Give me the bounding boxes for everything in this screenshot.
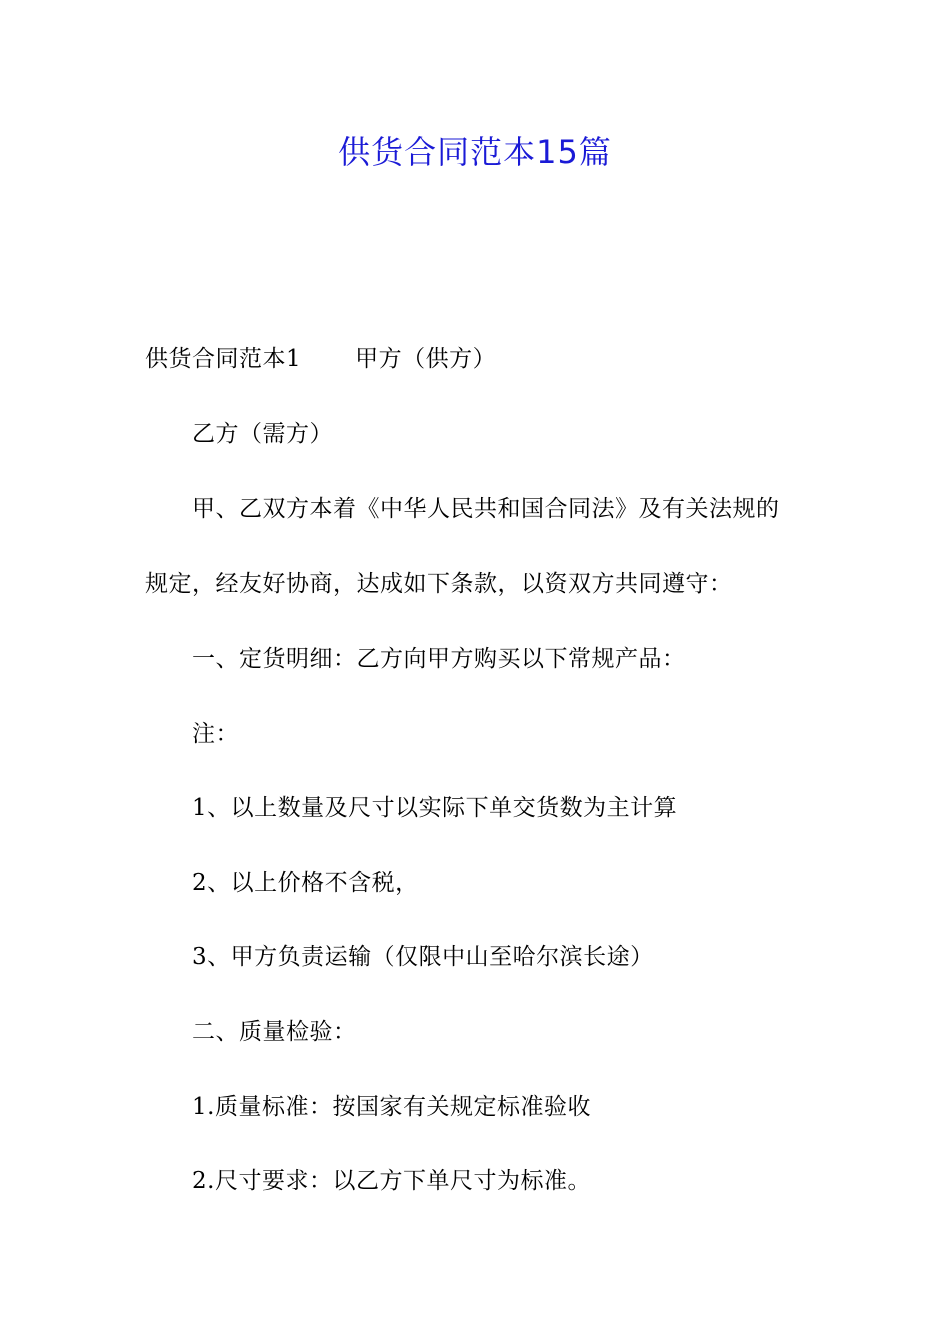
intro-line-2: 规定，经友好协商，达成如下条款，以资双方共同遵守： [145,571,733,597]
quality-item-1: 1.质量标准：按国家有关规定标准验收 [192,1094,591,1120]
section-heading: 供货合同范本1 [145,346,302,372]
clause-2-heading: 二、质量检验： [192,1019,357,1045]
note-label: 注： [192,721,239,747]
document-title: 供货合同范本15篇 [338,133,612,171]
party-a: 甲方（供方） [355,346,497,372]
note-item-2: 2、以上价格不含税， [192,870,419,896]
note-item-3: 3、甲方负责运输（仅限中山至哈尔滨长途） [192,944,654,970]
clause-1-heading: 一、定货明细：乙方向甲方购买以下常规产品： [192,646,686,672]
intro-line-1: 甲、乙双方本着《中华人民共和国合同法》及有关法规的 [192,496,780,522]
note-item-1: 1、以上数量及尺寸以实际下单交货数为主计算 [192,795,678,821]
heading-line [145,343,496,375]
party-b: 乙方（需方） [192,421,333,447]
quality-item-2: 2.尺寸要求：以乙方下单尺寸为标准。 [192,1168,591,1194]
